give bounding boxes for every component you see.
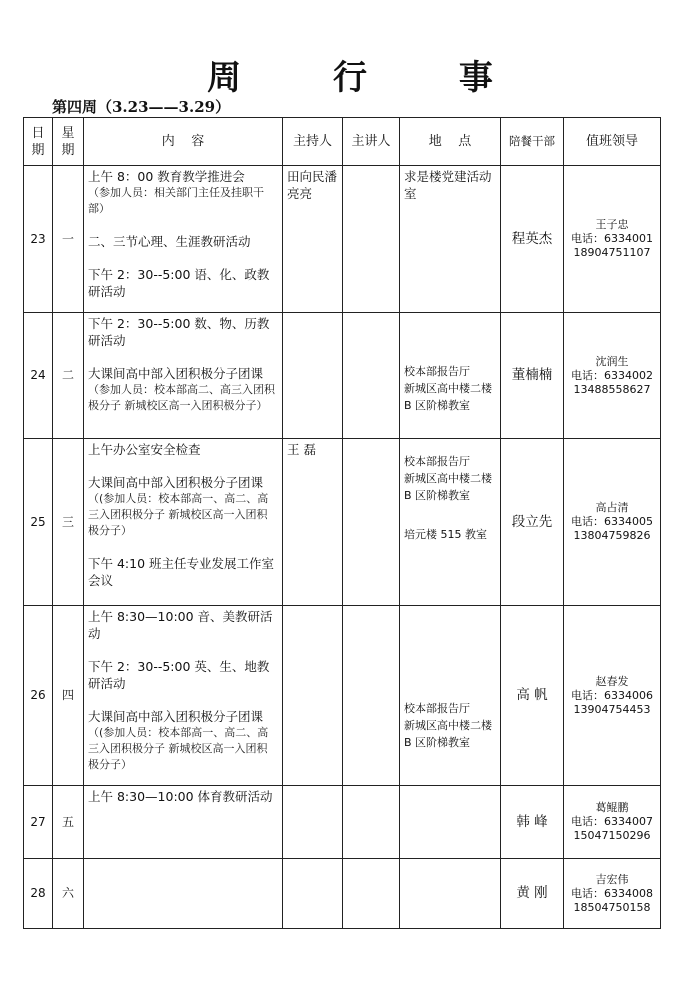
leader-name: 吉宏伟 xyxy=(595,872,629,886)
content-line: 二、三节心理、生涯教研活动 xyxy=(88,234,251,249)
content-line: 大课间高中部入团积极分子团课 xyxy=(88,709,264,724)
row-escort: 黄 刚 xyxy=(501,859,564,929)
leader-name: 沈润生 xyxy=(595,354,629,368)
row-weekday: 六 xyxy=(53,859,84,929)
row-weekday: 二 xyxy=(53,313,84,439)
header-weekday: 星期 xyxy=(53,118,84,166)
row-leader xyxy=(564,786,661,859)
row-location xyxy=(400,439,501,606)
content-line: （参加人员：校本部高二、高三入团积极分子 新城校区高一入团积极分子） xyxy=(88,383,275,412)
row-date: 23 xyxy=(24,166,53,313)
content-spacer xyxy=(88,642,278,658)
row-leader xyxy=(564,606,661,786)
row-host: 王 磊 xyxy=(283,439,343,606)
content-line: 大课间高中部入团积极分子团课 xyxy=(88,366,264,381)
location-spacer xyxy=(404,608,496,700)
leader-name: 高占清 xyxy=(595,501,629,514)
row-content xyxy=(84,313,283,439)
row-location xyxy=(400,166,501,313)
content-line: （参加人员：相关部门主任及挂职干部） xyxy=(88,186,264,215)
content-line: 大课间高中部入团积极分子团课 xyxy=(88,475,264,490)
row-date: 24 xyxy=(24,313,53,439)
row-escort: 韩 峰 xyxy=(501,786,564,859)
content-line: 上午办公室安全检查 xyxy=(88,442,201,457)
content-line: （(参加人员：校本部高一、高二、高三入团积极分子 新城校区高一入团积极分子） xyxy=(88,726,269,771)
content-line: 上午 8:30—10:00 音、美教研活动 xyxy=(88,609,273,641)
leader-name: 赵春发 xyxy=(595,674,629,688)
row-weekday: 一 xyxy=(53,166,84,313)
header-host: 主持人 xyxy=(283,118,343,166)
content-spacer xyxy=(88,692,278,708)
row-escort: 董楠楠 xyxy=(501,313,564,439)
table-row xyxy=(24,313,661,439)
row-speaker xyxy=(343,313,400,439)
location-line: 校本部报告厅 xyxy=(404,365,470,378)
row-host: 田向民潘亮亮 xyxy=(283,166,343,313)
leader-phone: 电话：6334001 xyxy=(571,232,653,245)
content-line: 下午 2：30--5:00 英、生、地教研活动 xyxy=(88,659,270,691)
location-line: 培元楼 515 教室 xyxy=(404,528,487,541)
location-spacer xyxy=(404,315,496,363)
header-location: 地 点 xyxy=(400,118,501,166)
leader-phone: 电话：6334007 xyxy=(571,815,653,828)
content-spacer xyxy=(88,458,278,474)
row-content xyxy=(84,439,283,606)
leader-phone: 电话：6334006 xyxy=(571,688,653,702)
header-leader: 值班领导 xyxy=(564,118,661,166)
content-line: 上午 8:30—10:00 体育教研活动 xyxy=(88,789,273,804)
table-row xyxy=(24,786,661,859)
leader-mobile: 13488558627 xyxy=(573,382,651,396)
row-leader xyxy=(564,166,661,313)
row-leader xyxy=(564,439,661,606)
location-line: 校本部报告厅 xyxy=(404,702,470,715)
row-date: 28 xyxy=(24,859,53,929)
schedule-table xyxy=(23,117,661,929)
row-host xyxy=(283,786,343,859)
header-date: 日期 xyxy=(24,118,53,166)
row-content xyxy=(84,166,283,313)
row-host xyxy=(283,606,343,786)
row-content xyxy=(84,606,283,786)
row-host xyxy=(283,859,343,929)
location-line: 校本部报告厅 xyxy=(404,455,470,468)
location-line: 求是楼党建活动室 xyxy=(404,169,492,201)
content-spacer xyxy=(88,217,278,233)
header-speaker: 主讲人 xyxy=(343,118,400,166)
row-speaker xyxy=(343,606,400,786)
row-date: 27 xyxy=(24,786,53,859)
leader-mobile: 13804759826 xyxy=(573,529,651,542)
page-title: 周 行 事 xyxy=(207,58,533,98)
row-speaker xyxy=(343,859,400,929)
content-spacer xyxy=(88,349,278,365)
content-line: 下午 2：30--5:00 语、化、政教研活动 xyxy=(88,267,270,299)
row-location xyxy=(400,606,501,786)
location-line: 新城区高中楼二楼 B 区阶梯教室 xyxy=(404,719,492,749)
leader-name: 王子忠 xyxy=(595,218,629,231)
location-line: 新城区高中楼二楼 B 区阶梯教室 xyxy=(404,472,492,502)
table-row xyxy=(24,606,661,786)
row-weekday: 三 xyxy=(53,439,84,606)
header-escort: 陪餐干部 xyxy=(501,118,564,166)
row-escort: 高 帆 xyxy=(501,606,564,786)
row-leader xyxy=(564,313,661,439)
row-date: 25 xyxy=(24,439,53,606)
leader-mobile: 18904751107 xyxy=(573,246,651,259)
content-line: （(参加人员：校本部高一、高二、高三入团积极分子 新城校区高一入团积极分子） xyxy=(88,492,269,537)
content-line: 上午 8：00 教育教学推进会 xyxy=(88,169,245,184)
leader-mobile: 13904754453 xyxy=(573,702,651,716)
row-content xyxy=(84,786,283,859)
row-speaker xyxy=(343,166,400,313)
leader-phone: 电话：6334008 xyxy=(571,886,653,900)
content-line: 下午 2：30--5:00 数、物、历教研活动 xyxy=(88,316,270,348)
content-spacer xyxy=(88,250,278,266)
content-line: 下午 4:10 班主任专业发展工作室会议 xyxy=(88,556,275,588)
header-content: 内 容 xyxy=(84,118,283,166)
row-weekday: 五 xyxy=(53,786,84,859)
location-spacer xyxy=(404,441,496,453)
row-date: 26 xyxy=(24,606,53,786)
leader-phone: 电话：6334005 xyxy=(571,515,653,528)
location-line: 新城区高中楼二楼 B 区阶梯教室 xyxy=(404,382,492,412)
leader-name: 葛鲲鹏 xyxy=(595,801,629,814)
week-label: 第四周（3.23——3.29） xyxy=(52,98,231,116)
table-row xyxy=(24,166,661,313)
row-speaker xyxy=(343,439,400,606)
row-location xyxy=(400,313,501,439)
row-host xyxy=(283,313,343,439)
table-row xyxy=(24,859,661,929)
content-spacer xyxy=(88,539,278,555)
row-escort: 程英杰 xyxy=(501,166,564,313)
row-speaker xyxy=(343,786,400,859)
leader-phone: 电话：6334002 xyxy=(571,368,653,382)
row-location xyxy=(400,859,501,929)
row-weekday: 四 xyxy=(53,606,84,786)
row-location xyxy=(400,786,501,859)
row-leader xyxy=(564,859,661,929)
header-row xyxy=(24,118,661,166)
table-row xyxy=(24,439,661,606)
leader-mobile: 18504750158 xyxy=(573,900,651,914)
row-escort: 段立先 xyxy=(501,439,564,606)
row-content xyxy=(84,859,283,929)
leader-mobile: 15047150296 xyxy=(573,829,651,842)
